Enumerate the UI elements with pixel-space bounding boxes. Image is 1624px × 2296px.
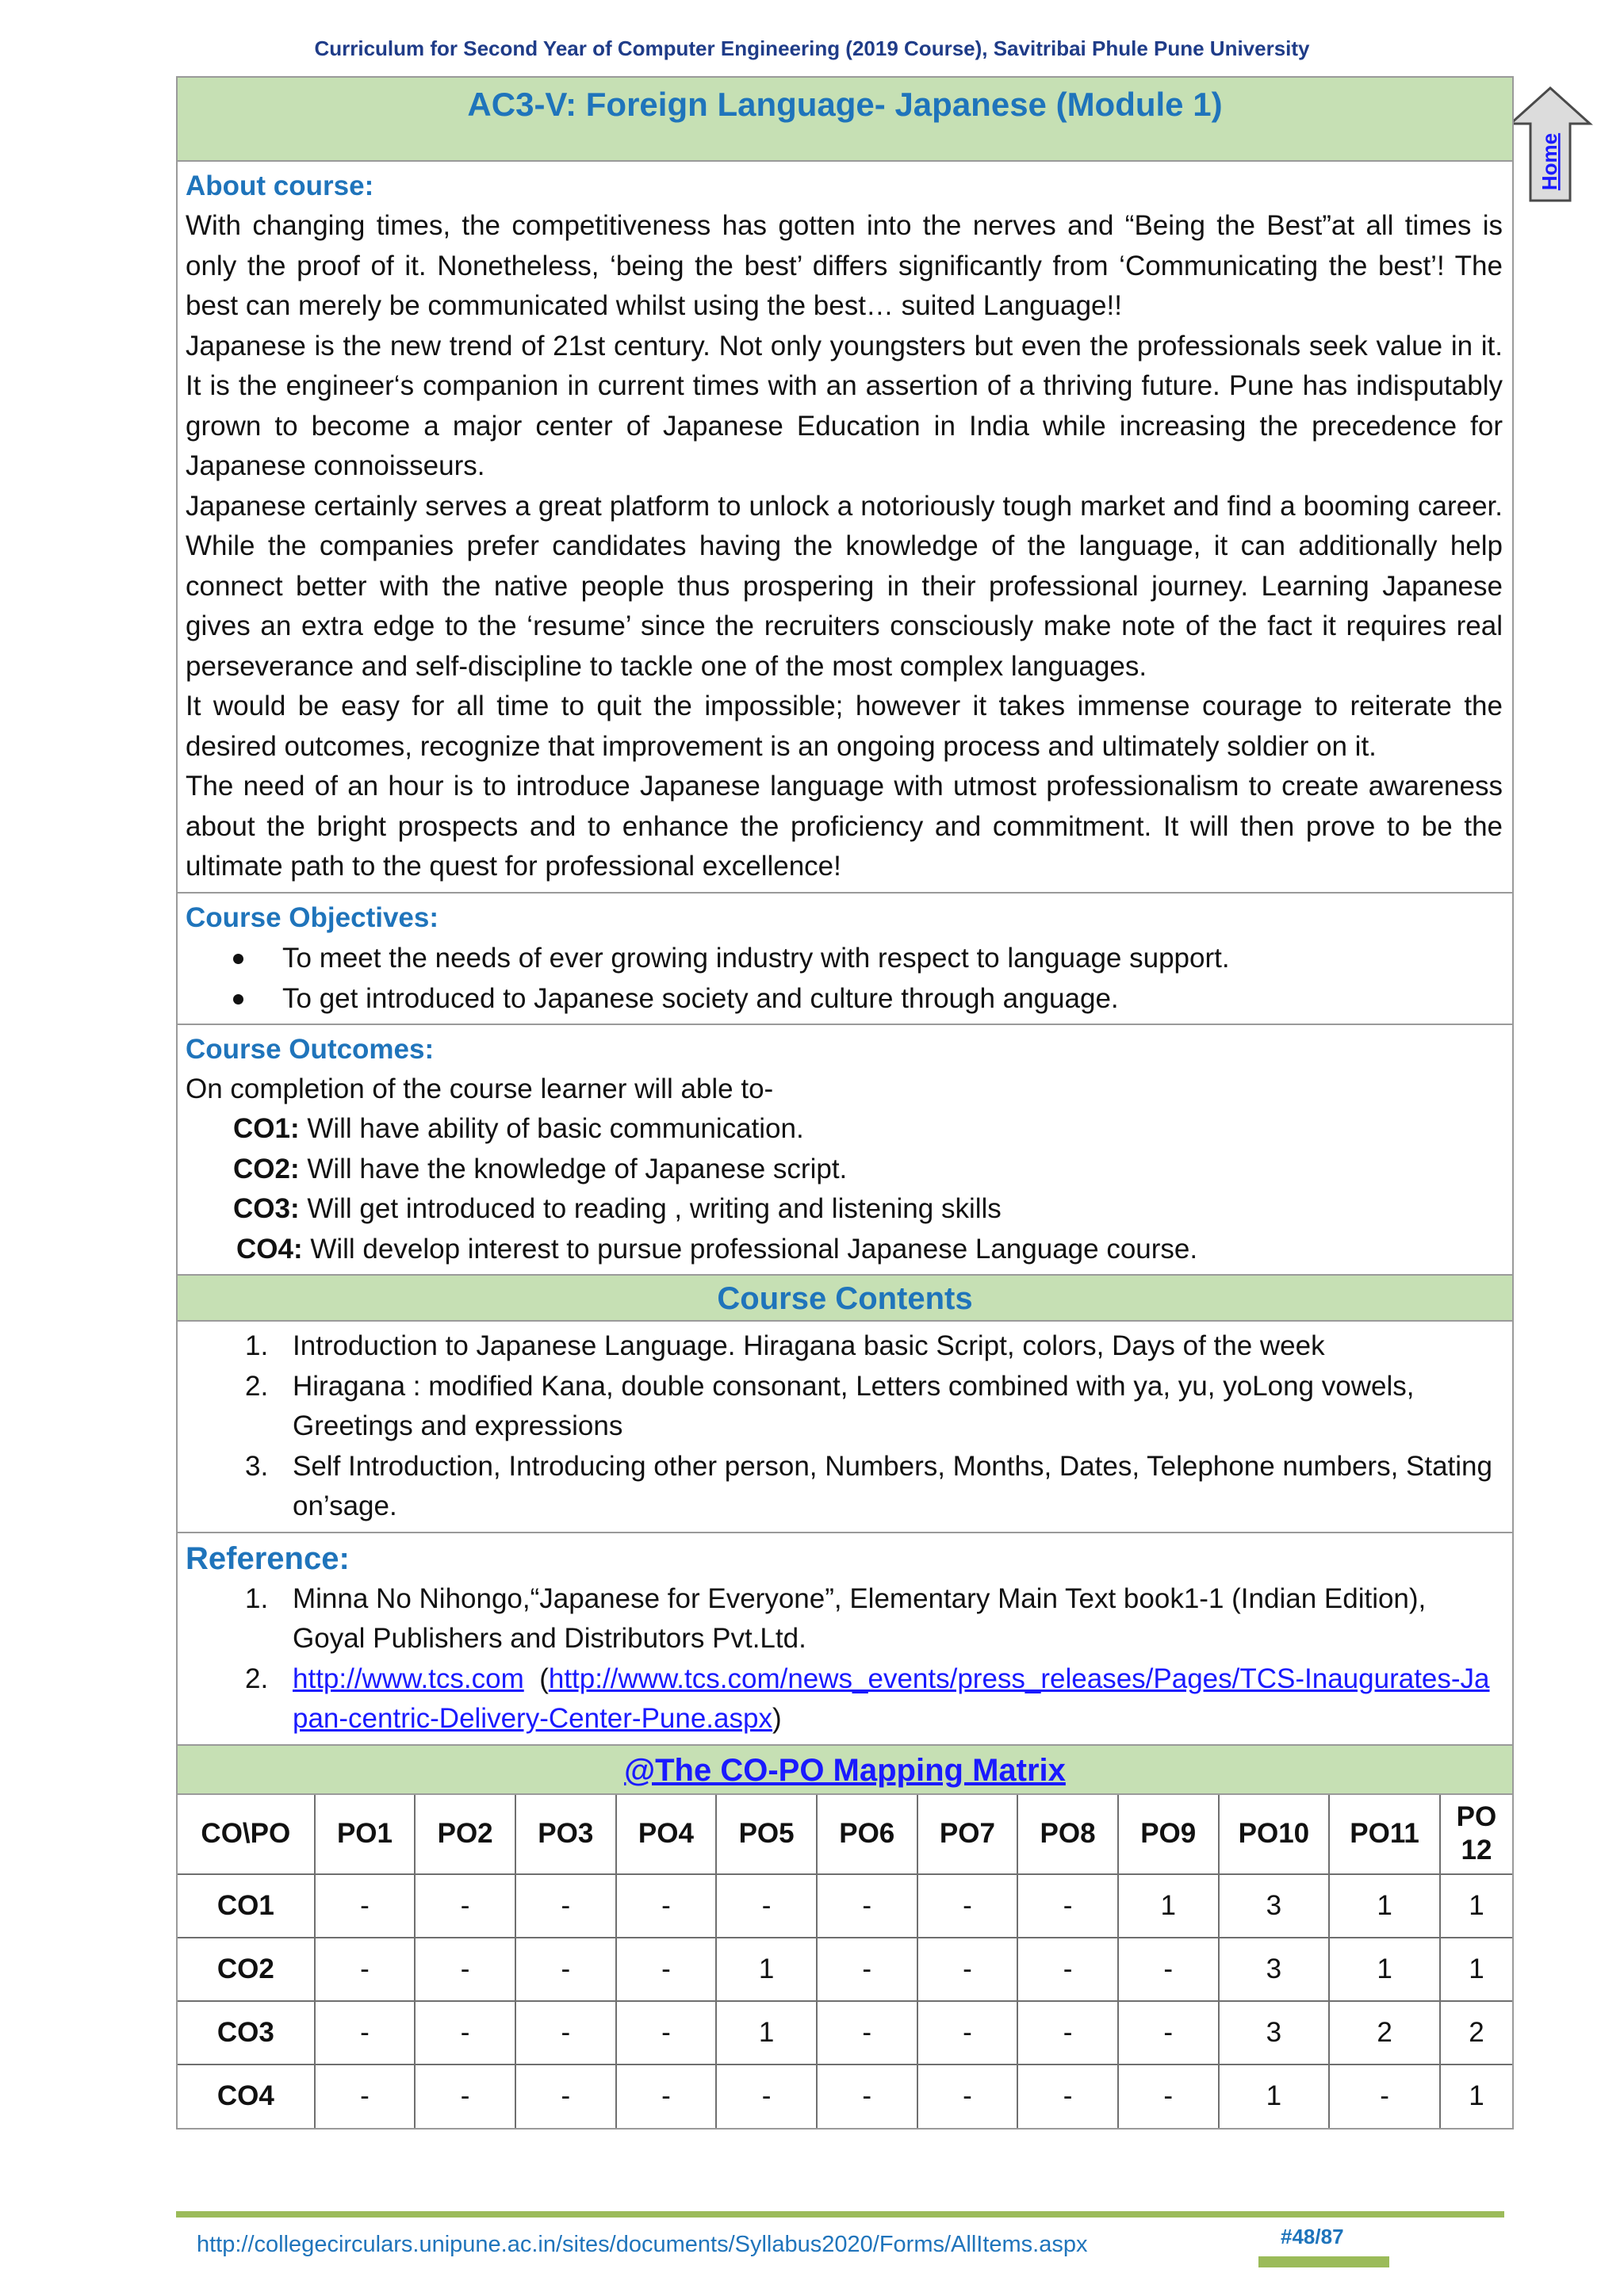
home-button[interactable] [1507, 86, 1594, 205]
po-header: PO6 [817, 1795, 917, 1874]
outcome-text: Will have ability of basic communication. [299, 1113, 804, 1144]
content-text: Self Introduction, Introducing other person, Numbers, Months, Dates, Telephone numbers, Stating on’sage. [293, 1450, 1492, 1521]
about-paragraph: The need of an hour is to introduce Japanese language with utmost professionalism to create awareness about the bright prospects and to enhance the proficiency and commitment. It will then prove to be the ultimate path to the quest for professional excellence! [186, 771, 1503, 882]
matrix-cell: 1 [1440, 1938, 1512, 2001]
objectives-heading: Course Objectives: [186, 901, 439, 933]
matrix-cell: - [1329, 2064, 1440, 2128]
matrix-cell: - [616, 2001, 717, 2064]
po-header: PO 12 [1440, 1795, 1512, 1874]
matrix-cell: - [817, 1938, 917, 2001]
matrix-cell: - [917, 2001, 1018, 2064]
matrix-cell: - [315, 2064, 416, 2128]
outcome-text: Will have the knowledge of Japanese script. [299, 1153, 848, 1184]
matrix-cell: - [817, 2001, 917, 2064]
matrix-cell: - [616, 2064, 717, 2128]
reference-item [245, 1579, 1503, 1659]
matrix-cell: - [817, 1874, 917, 1938]
about-paragraph: With changing times, the competitiveness has gotten into the nerves and “Being the Best”at all times is only the proof of it. Nonetheless, ‘being the best’ differs significantly from ‘Communicating the best’! The best can merely be communicated whilst using the best… suited Language!! [186, 210, 1503, 321]
content-item [245, 1326, 1503, 1367]
matrix-cell: - [315, 1874, 416, 1938]
matrix-cell: 2 [1329, 2001, 1440, 2064]
matrix-cell: 1 [1329, 1938, 1440, 2001]
matrix-co-label: CO4 [178, 2064, 315, 2128]
mapping-section [178, 1795, 1512, 2128]
tcs-press-release-link[interactable]: http://www.tcs.com/news_events/press_releases/Pages/TCS-Inaugurates-Japan-centric-Delivery-Center-Pune.aspx [293, 1663, 1490, 1734]
objective-item: To get introduced to Japanese society and culture through anguage. [233, 978, 1503, 1019]
po-header: PO3 [515, 1795, 616, 1874]
matrix-cell: - [1017, 1938, 1118, 2001]
matrix-cell: - [415, 2001, 515, 2064]
matrix-co-label: CO2 [178, 1938, 315, 2001]
matrix-cell: - [1017, 2064, 1118, 2128]
matrix-cell: - [817, 2064, 917, 2128]
contents-heading: Course Contents [178, 1276, 1512, 1322]
content-item [245, 1367, 1503, 1447]
tcs-link[interactable]: http://www.tcs.com [293, 1663, 524, 1694]
po-header: PO8 [1017, 1795, 1118, 1874]
po-header: PO10 [1219, 1795, 1330, 1874]
mapping-heading-link[interactable]: @The CO-PO Mapping Matrix [624, 1752, 1066, 1788]
po-header: PO4 [616, 1795, 717, 1874]
matrix-cell: - [917, 2064, 1018, 2128]
objective-item: To meet the needs of ever growing industry with respect to language support. [233, 938, 1503, 978]
reference-number: 2. [245, 1663, 269, 1694]
reference-item: 2. http://www.tcs.com (http://www.tcs.com/news_events/press_releases/Pages/TCS-Inaugurates-Japan-centric-Delivery-Center-Pune.aspx) [245, 1659, 1503, 1739]
matrix-cell: - [415, 1938, 515, 2001]
objectives-section [178, 894, 1512, 1025]
content-number: 3. [245, 1450, 269, 1482]
matrix-header-row [178, 1795, 1512, 1874]
po-header: PO5 [716, 1795, 817, 1874]
outcomes-intro: On completion of the course learner will able to- [186, 1073, 774, 1104]
matrix-cell: - [716, 2064, 817, 2128]
matrix-cell: 1 [1118, 1874, 1219, 1938]
outcome-item [186, 1150, 1503, 1190]
matrix-cell: 1 [1219, 2064, 1330, 2128]
matrix-cell: 3 [1219, 1938, 1330, 2001]
matrix-cell: - [515, 2064, 616, 2128]
matrix-corner-header: CO\PO [178, 1795, 315, 1874]
po-header: PO1 [315, 1795, 416, 1874]
outcome-text: Will get introduced to reading , writing and listening skills [299, 1193, 1002, 1224]
po-header: PO7 [917, 1795, 1018, 1874]
outcome-item [186, 1109, 1503, 1150]
matrix-cell: - [716, 1874, 817, 1938]
outcome-text: Will develop interest to pursue professional Japanese Language course. [302, 1233, 1198, 1265]
matrix-cell: 1 [1440, 2064, 1512, 2128]
contents-list [186, 1326, 1503, 1527]
about-paragraph: Japanese certainly serves a great platform to unlock a notoriously tough market and find a booming career. While the companies prefer candidates having the knowledge of the language, it can additionally help connect better with the native people thus prospering in their professional journey. Learning Japanese gives an extra edge to the ‘resume’ since the recruiters consciously make note of the fact it requires real perseverance and self-discipline to tackle one of the most complex languages. [186, 490, 1503, 682]
matrix-cell: 3 [1219, 2001, 1330, 2064]
contents-section [178, 1322, 1512, 1533]
matrix-cell: - [515, 2001, 616, 2064]
footer-url[interactable]: http://collegecirculars.unipune.ac.in/sites/documents/Syllabus2020/Forms/AllItems.aspx [197, 2232, 1088, 2257]
matrix-cell: - [1017, 2001, 1118, 2064]
matrix-cell: - [917, 1938, 1018, 2001]
outcomes-section [178, 1025, 1512, 1276]
matrix-cell: - [616, 1874, 717, 1938]
about-paragraph: It would be easy for all time to quit the impossible; however it takes immense courage to reiterate the desired outcomes, recognize that improvement is an ongoing process and ultimately soldier on it. [186, 691, 1503, 762]
content-item [245, 1447, 1503, 1527]
matrix-row [178, 1938, 1512, 2001]
reference-heading: Reference: [186, 1540, 350, 1576]
matrix-cell: - [1118, 2064, 1219, 2128]
reference-number: 1. [245, 1582, 269, 1614]
matrix-cell: 2 [1440, 2001, 1512, 2064]
matrix-row [178, 1874, 1512, 1938]
outcome-code: CO4: [236, 1233, 303, 1265]
co-po-matrix [178, 1795, 1512, 2128]
home-label[interactable]: Home [1538, 132, 1561, 191]
matrix-co-label: CO1 [178, 1874, 315, 1938]
matrix-cell: - [315, 2001, 416, 2064]
content-number: 1. [245, 1330, 269, 1361]
outcomes-heading: Course Outcomes: [186, 1033, 435, 1065]
matrix-cell: - [1118, 2001, 1219, 2064]
outcome-code: CO1: [233, 1113, 300, 1144]
matrix-cell: 1 [716, 1938, 817, 2001]
matrix-cell: - [315, 1938, 416, 2001]
course-title: AC3-V: Foreign Language- Japanese (Module 1) [178, 78, 1512, 162]
matrix-cell: - [616, 1938, 717, 2001]
reference-section [178, 1533, 1512, 1746]
po-header: PO11 [1329, 1795, 1440, 1874]
outcome-item [186, 1189, 1503, 1230]
matrix-cell: - [515, 1938, 616, 2001]
outcome-item [186, 1230, 1503, 1270]
matrix-row [178, 2001, 1512, 2064]
about-paragraph: Japanese is the new trend of 21st century. Not only youngsters but even the professionals seek value in it. It is the engineer‘s companion in current times with an assertion of a thriving future. Pune has indisputably grown to become a major center of Japanese Education in India while increasing the precedence for Japanese connoisseurs. [186, 330, 1503, 481]
page-number-bar [1258, 2256, 1389, 2267]
matrix-cell: - [415, 1874, 515, 1938]
outcome-code: CO3: [233, 1193, 300, 1224]
reference-list [186, 1579, 1503, 1739]
matrix-cell: - [515, 1874, 616, 1938]
matrix-cell: 1 [716, 2001, 817, 2064]
home-arrow-icon [1507, 86, 1594, 205]
matrix-cell: 3 [1219, 1874, 1330, 1938]
footer-divider [176, 2211, 1504, 2218]
matrix-cell: - [415, 2064, 515, 2128]
matrix-co-label: CO3 [178, 2001, 315, 2064]
matrix-cell: - [917, 1874, 1018, 1938]
matrix-row [178, 2064, 1512, 2128]
about-section [178, 162, 1512, 894]
matrix-cell: - [1017, 1874, 1118, 1938]
document-header: Curriculum for Second Year of Computer Engineering (2019 Course), Savitribai Phule Pune University [314, 36, 1310, 60]
objectives-list [186, 938, 1503, 1019]
matrix-cell: 1 [1329, 1874, 1440, 1938]
content-text: Introduction to Japanese Language. Hiragana basic Script, colors, Days of the week [293, 1330, 1325, 1361]
mapping-heading [178, 1746, 1512, 1795]
content-number: 2. [245, 1370, 269, 1402]
about-heading: About course: [186, 170, 374, 201]
matrix-cell: 1 [1440, 1874, 1512, 1938]
matrix-cell: - [1118, 1938, 1219, 2001]
page-number: #48/87 [1281, 2225, 1344, 2248]
po-header: PO9 [1118, 1795, 1219, 1874]
po-header: PO2 [415, 1795, 515, 1874]
reference-text: Minna No Nihongo,“Japanese for Everyone”, Elementary Main Text book1-1 (Indian Edition), Goyal Publishers and Distributors Pvt.Ltd. [293, 1582, 1427, 1654]
syllabus-table [176, 76, 1514, 2130]
outcome-code: CO2: [233, 1153, 300, 1184]
content-text: Hiragana : modified Kana, double consonant, Letters combined with ya, yu, yoLong vowels, Greetings and expressions [293, 1370, 1415, 1441]
